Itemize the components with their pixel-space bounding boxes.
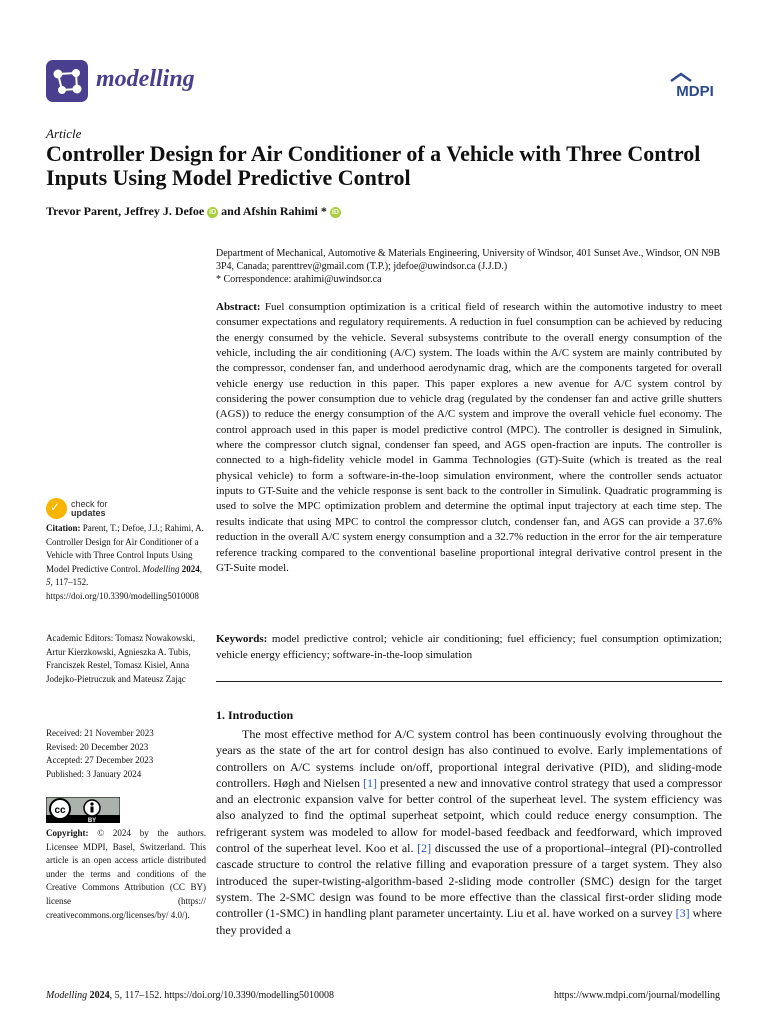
footer-journal-url[interactable]: https://www.mdpi.com/journal/modelling bbox=[553, 990, 720, 1001]
cc-by-label: BY bbox=[87, 818, 97, 823]
check-for-updates-button[interactable] bbox=[46, 498, 166, 520]
journal-name: modelling bbox=[96, 66, 195, 92]
citation-text: Parent, T.; Defoe, J.J.; Rahimi, A. Controller Design for Air Conditioner of a Vehicle with Three Control Inputs Using Model Predictive Control. bbox=[46, 523, 204, 574]
svg-text:cc: cc bbox=[54, 805, 66, 816]
author-list bbox=[46, 204, 341, 219]
citation-journal: Modelling bbox=[142, 563, 180, 574]
citation-volume: , 5, bbox=[46, 563, 202, 588]
journal-logo-icon bbox=[46, 60, 88, 102]
keywords bbox=[216, 631, 722, 663]
copyright-text: © 2024 by the authors. Licensee MDPI, Basel, Switzerland. This article is an open access article distributed under the terms and conditions of the Creative Commons Attribution (CC BY) license (https:// creativecommons.org/licenses/by/ 4.0/). bbox=[46, 828, 206, 920]
academic-editors: Academic Editors: Tomasz Nowakowski, Artur Kierzkowski, Agnieszka A. Tubis, Franciszek Restel, Tomasz Kisiel, Anna Jodejko-Pietruczuk and Mateusz Zając bbox=[46, 633, 196, 684]
intro-text: presented a new and innovative control strategy that used a compressor and an electronic expansion valve for better control of the superheat level. The system efficiency was also analyzed to find the optimal superheat setpoint, which could reduce energy consumption. The refrigerant system was modeled to allow for model-based feedback and feedforward, which improved control of the superheat level. Koo et al. bbox=[216, 775, 723, 856]
intro-text: The most effective method for A/C system control has been continuously evolving throughout the years as the state of the art for control design has also continued to evolve. Early implementations of controllers on A/C systems include on/off, proportional integral derivative (PID), and sliding-mode controllers. Høgh and Nielsen bbox=[216, 727, 722, 790]
footer-doi[interactable]: , 5, 117–152. https://doi.org/10.3390/modelling5010008 bbox=[109, 990, 335, 1001]
citation-label: Citation: bbox=[46, 523, 81, 533]
mdpi-logo-text: MDPI bbox=[676, 83, 714, 100]
check-updates-line2: updates bbox=[71, 508, 106, 518]
copyright-label: Copyright: bbox=[46, 828, 89, 838]
correspondence: * Correspondence: arahimi@uwindsor.ca bbox=[216, 274, 382, 285]
footer-citation bbox=[46, 990, 334, 1001]
abstract bbox=[216, 300, 722, 576]
citation-year: 2024 bbox=[181, 563, 200, 574]
citation-doi[interactable]: 117–152. https://doi.org/10.3390/modelling5010008 bbox=[46, 577, 199, 601]
citation-link[interactable]: [1] bbox=[363, 775, 378, 790]
section-heading: 1. Introduction bbox=[216, 708, 294, 722]
citation-link[interactable]: [2] bbox=[417, 841, 432, 856]
citation-block bbox=[46, 522, 206, 604]
mdpi-logo-icon bbox=[667, 72, 723, 100]
authors-text-2: and Afshin Rahimi * bbox=[221, 204, 327, 218]
keywords-label: Keywords: bbox=[216, 633, 268, 645]
orcid-icon[interactable]: iD bbox=[331, 209, 339, 216]
footer-year: 2024 bbox=[89, 990, 110, 1001]
published-date: Published: 3 January 2024 bbox=[46, 768, 142, 779]
cc-by-license-icon[interactable] bbox=[46, 797, 120, 823]
paper-title: Controller Design for Air Conditioner of a Vehicle with Three Control Inputs Using Model Predictive Control bbox=[46, 141, 701, 190]
authors-text: Trevor Parent, Jeffrey J. Defoe bbox=[46, 204, 205, 218]
keywords-text: model predictive control; vehicle air conditioning; fuel efficiency; fuel consumption optimization; vehicle energy efficiency; software-in-the-loop simulation bbox=[216, 633, 723, 661]
citation-link[interactable]: [3] bbox=[675, 906, 690, 921]
check-updates-line1: check for bbox=[71, 499, 108, 509]
orcid-icon[interactable]: iD bbox=[209, 209, 217, 216]
abstract-text: Fuel consumption optimization is a critical field of research within the automotive industry to meet consumer expectations and regulatory requirements. A reduction in fuel consumption can be achieved by reducing the energy consumed by the vehicle. Several subsystems contribute to the overall energy consumption of the vehicle, including the air conditioning (A/C) system. The loads within the A/C system are mainly contributed by the compressor, condenser fan, and underhood aerodynamic drag, which are the components targeted for overall vehicle energy use reduction in this paper. This paper explores a new avenue for A/C system control by considering the power consumption due to vehicle drag (regulated by the condenser fan and active grille shutters (AGS)) to reduce the energy consumption of the A/C system and improve the overall vehicle fuel economy. The control approach used in this paper is model predictive control (MPC). The controller is designed in Simulink, where the compressor clutch signal, condenser fan speed, and AGS open-fraction are inputs. The controller is connected to a high-fidelity vehicle model in Gamma Technologies (GT)-Suite (which is treated as the real physical vehicle) to form a software-in-the-loop simulation environment, where the controller sends actuator inputs to GT-Suite and the vehicle response is sent back to the controller in Simulink. Quadratic programming is used to solve the MPC optimization problem and determine the optimal input trajectory at each time step. The results indicate that using MPC to control the compressor clutch, condenser fan, and AGS can provide a 37.6% reduction in the overall A/C system energy consumption and a 32.7% reduction in the error for the air temperature reference tracking compared to the conventional baseline proportional integral derivative control present in the GT-Suite model. bbox=[216, 301, 723, 574]
intro-text: where they provided a bbox=[216, 906, 722, 937]
check-updates-icon: ✓ bbox=[46, 498, 67, 519]
intro-paragraph bbox=[216, 726, 722, 938]
article-type: Article bbox=[46, 126, 82, 141]
affiliation: Department of Mechanical, Automotive & Materials Engineering, University of Windsor, 401 Sunset Ave., Windsor, ON N9B 3P4, Canada; parenttrev@gmail.com (T.P.); jdefoe@uwindsor.ca (J.J.D.) bbox=[216, 248, 721, 272]
intro-text: discussed the use of a proportional–integral (PI)-controlled cascade structure to control the relative filling and evaporation pressure of a target system. They also introduced the super-twisting-algorithm-based 2-sliding mode controller (SMC) design for the target system. The 2-SMC design was found to be more effective than the classical first-order sliding mode controller (1-SMC) in handling plant parameter uncertainty. Liu et al. have worked on a survey bbox=[216, 841, 722, 921]
publication-dates bbox=[46, 727, 206, 781]
footer-journal: Modelling bbox=[46, 990, 88, 1001]
copyright-notice bbox=[46, 827, 206, 922]
section-divider bbox=[216, 681, 722, 682]
revised-date: Revised: 20 December 2023 bbox=[46, 741, 149, 752]
received-date: Received: 21 November 2023 bbox=[46, 728, 154, 738]
abstract-label: Abstract: bbox=[216, 301, 261, 313]
accepted-date: Accepted: 27 December 2023 bbox=[46, 755, 154, 766]
